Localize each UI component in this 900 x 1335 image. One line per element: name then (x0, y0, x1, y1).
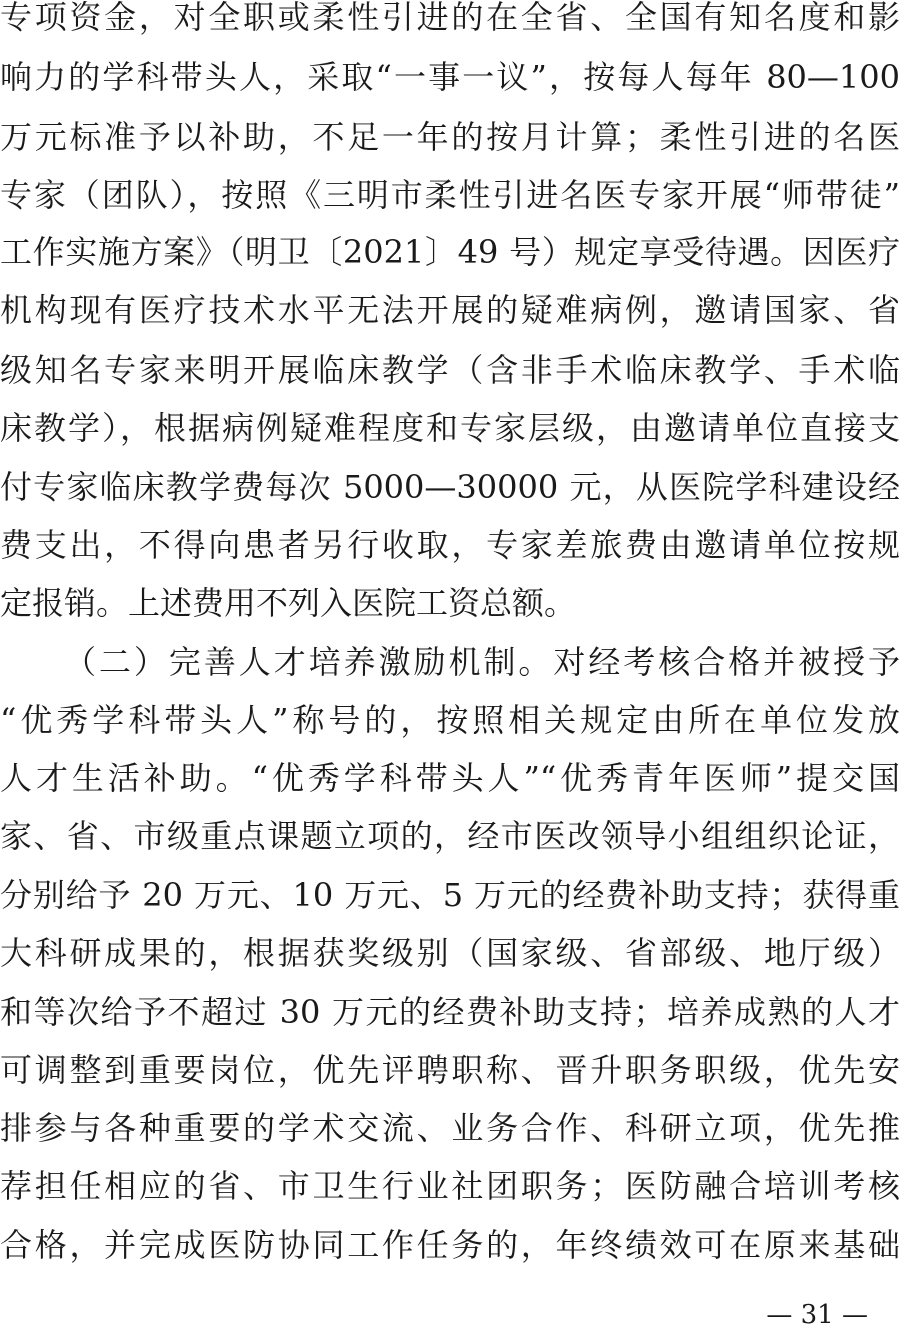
text-line: 费支出，不得向患者另行收取，专家差旅费由邀请单位按规 (0, 526, 900, 564)
page-number: — 31 — (766, 1300, 868, 1330)
text-line: 可调整到重要岗位，优先评聘职称、晋升职务职级，优先安 (0, 1051, 900, 1089)
text-line: 级知名专家来明开展临床教学（含非手术临床教学、手术临 (0, 351, 900, 389)
text-line: 分别给予 20 万元、10 万元、5 万元的经费补助支持；获得重 (0, 876, 900, 914)
section-heading-line: （二）完善人才培养激励机制。对经考核合格并被授予 (64, 643, 900, 681)
text-line: 工作实施方案》（明卫〔2021〕49 号）规定享受待遇。因医疗 (0, 233, 900, 271)
text-line: 专项资金，对全职或柔性引进的在全省、全国有知名度和影 (0, 0, 900, 36)
text-line: 响力的学科带头人，采取“一事一议”，按每人每年 80—100 (0, 58, 900, 96)
text-line: “优秀学科带头人”称号的，按照相关规定由所在单位发放 (0, 701, 900, 739)
text-line: 定报销。上述费用不列入医院工资总额。 (0, 584, 577, 622)
text-line: 机构现有医疗技术水平无法开展的疑难病例，邀请国家、省 (0, 291, 900, 329)
text-line: 家、省、市级重点课题立项的，经市医改领导小组组织论证， (0, 817, 900, 855)
text-line: 排参与各种重要的学术交流、业务合作、科研立项，优先推 (0, 1109, 900, 1147)
text-line: 合格，并完成医防协同工作任务的，年终绩效可在原来基础 (0, 1226, 900, 1264)
text-line: 大科研成果的，根据获奖级别（国家级、省部级、地厅级） (0, 934, 900, 972)
text-line: 床教学），根据病例疑难程度和专家层级，由邀请单位直接支 (0, 409, 900, 447)
text-line: 专家（团队），按照《三明市柔性引进名医专家开展“师带徒” (0, 176, 900, 214)
text-line: 付专家临床教学费每次 5000—30000 元，从医院学科建设经 (0, 468, 900, 506)
text-line: 和等次给予不超过 30 万元的经费补助支持；培养成熟的人才 (0, 993, 900, 1031)
text-line: 荐担任相应的省、市卫生行业社团职务；医防融合培训考核 (0, 1167, 900, 1205)
text-line: 人才生活补助。“优秀学科带头人”“优秀青年医师”提交国 (0, 759, 900, 797)
text-line: 万元标准予以补助，不足一年的按月计算；柔性引进的名医 (0, 118, 900, 156)
